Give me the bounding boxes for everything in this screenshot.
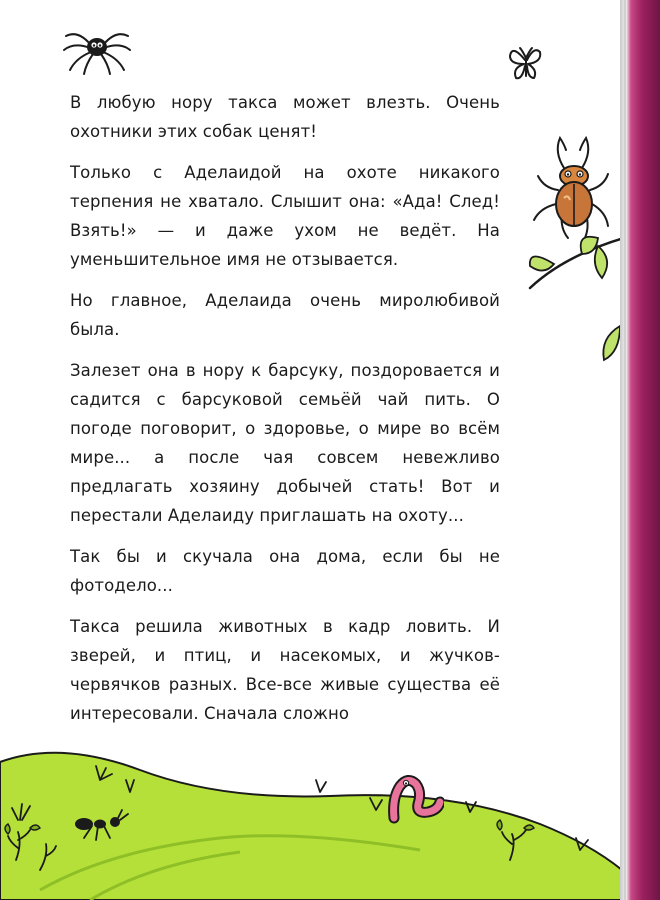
spider-icon <box>60 22 134 76</box>
paragraph: Такса решила животных в кадр ловить. И зверей, и птиц, и насекомых, и жучков-червячков разных. Все-все живые существа её интересовали. Сначала сложно <box>70 617 500 723</box>
paragraph: Только с Аделаидой на охоте никакого терпения не хватало. Слышит она: «Ада! След! Взять!» — и даже ухом не ведёт. На уменьшительное имя не отзывается. <box>70 163 500 269</box>
butterfly-icon <box>504 40 548 84</box>
paragraph: Но главное, Аделаида очень миролюбивой была. <box>70 291 500 339</box>
leaf-icon <box>598 322 622 366</box>
ant-icon <box>70 808 130 844</box>
worm-icon <box>384 768 444 824</box>
book-cover-edge <box>620 0 660 900</box>
story-text <box>70 88 500 740</box>
paragraph: Так бы и скучала она дома, если бы не фотодело... <box>70 547 500 595</box>
paragraph: В любую нору такса может влезть. Очень охотники этих собак ценят! <box>70 93 500 141</box>
paragraph: Залезет она в нору к барсуку, поздоровается и садится с барсуковой семьёй чай пить. О погоде поговорит, о здоровье, о мире во всём мире... а после чая совсем невежливо предлагать хозяину добычей стать! Вот и перестали Аделаиду приглашать на охоту... <box>70 361 500 525</box>
stag-beetle-icon <box>524 128 624 298</box>
